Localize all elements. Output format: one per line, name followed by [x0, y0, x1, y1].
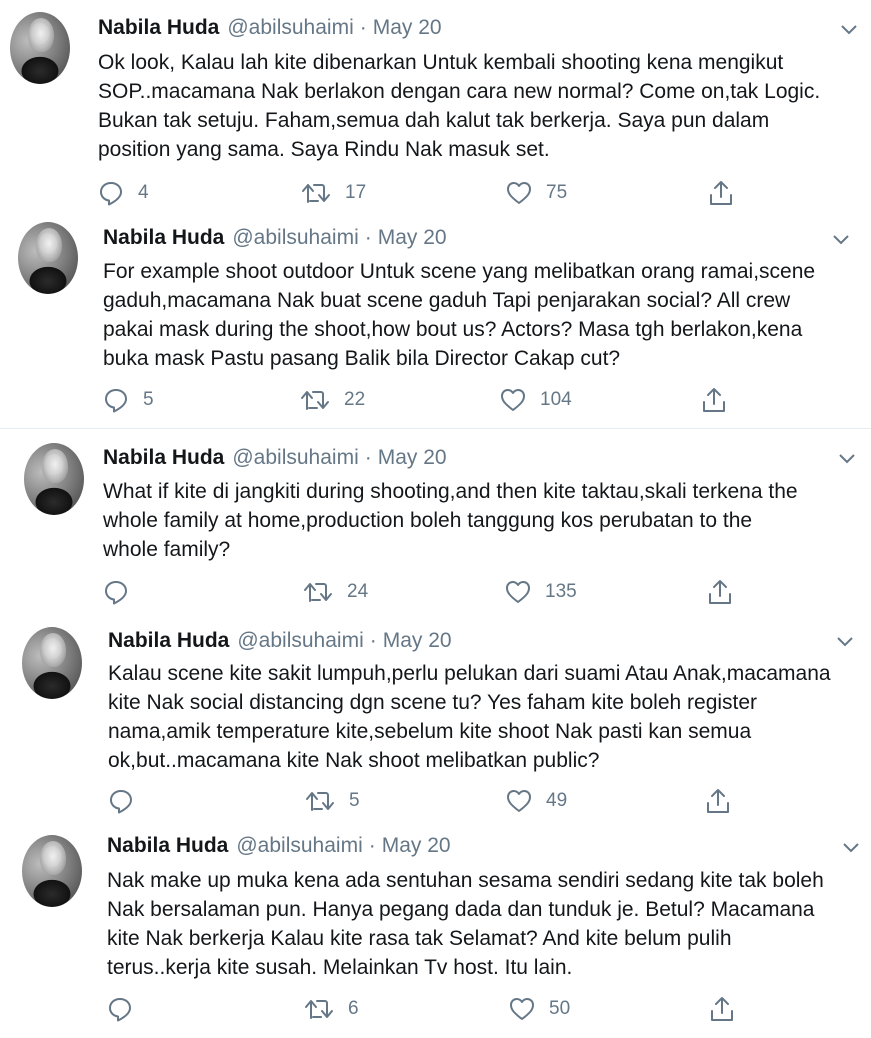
- separator: ·: [368, 834, 376, 857]
- share-icon: [709, 995, 735, 1023]
- retweet-count: 6: [348, 998, 359, 1019]
- like-count: 135: [545, 581, 577, 602]
- reply-icon: [98, 180, 124, 206]
- share-button[interactable]: [707, 577, 733, 607]
- chevron-down-icon[interactable]: [838, 453, 856, 465]
- reply-button[interactable]: [98, 178, 149, 208]
- retweet-count: 5: [349, 790, 360, 811]
- chevron-down-icon[interactable]: [840, 24, 858, 36]
- retweet-button[interactable]: [304, 994, 359, 1024]
- author-handle[interactable]: @abilsuhaimi: [236, 834, 363, 857]
- separator: ·: [364, 226, 372, 249]
- heart-icon: [500, 388, 526, 412]
- chevron-down-icon[interactable]: [842, 842, 860, 854]
- share-icon: [705, 787, 731, 815]
- retweet-icon: [305, 788, 335, 814]
- chevron-down-icon[interactable]: [836, 636, 854, 648]
- retweet-button[interactable]: [301, 178, 366, 208]
- tweet-date[interactable]: May 20: [377, 226, 447, 249]
- reply-button[interactable]: [108, 786, 148, 816]
- author-handle[interactable]: @abilsuhaimi: [232, 226, 359, 249]
- separator: ·: [359, 16, 367, 39]
- tweet-text: What if kite di jangkiti during shooting,and then kite taktau,skali terkena the whole family at home,production boleh tanggung kos perubatan to the whole family?: [103, 480, 798, 561]
- reply-count: 4: [138, 182, 149, 203]
- author-name[interactable]: Nabila Huda: [103, 226, 225, 249]
- separator: ·: [369, 629, 377, 652]
- author-handle[interactable]: @abilsuhaimi: [232, 446, 359, 469]
- share-icon: [701, 386, 727, 414]
- like-button[interactable]: [506, 786, 567, 816]
- like-count: 49: [546, 790, 568, 811]
- retweet-count: 24: [347, 581, 369, 602]
- avatar[interactable]: [22, 627, 82, 699]
- avatar[interactable]: [22, 835, 82, 907]
- tweet-date[interactable]: May 20: [372, 16, 442, 39]
- divider: [0, 428, 871, 429]
- chevron-down-icon[interactable]: [832, 234, 850, 246]
- retweet-icon: [303, 579, 333, 605]
- heart-icon: [505, 580, 531, 604]
- tweet-text: For example shoot outdoor Untuk scene yang melibatkan orang ramai,scene gaduh,macamana Nak buat scene gaduh Tapi penjarakan social? All crew pakai mask during the shoot,how bout us? Actors? Masa tgh berlakon,kena buka mask Pastu pasang Balik bila Director Cakap cut?: [103, 260, 816, 370]
- retweet-icon: [300, 387, 330, 413]
- like-count: 75: [546, 182, 568, 203]
- author-name[interactable]: Nabila Huda: [107, 834, 229, 857]
- like-button[interactable]: [509, 994, 570, 1024]
- heart-icon: [509, 997, 535, 1021]
- reply-button[interactable]: [103, 385, 154, 415]
- avatar[interactable]: [24, 443, 84, 515]
- author-handle[interactable]: @abilsuhaimi: [237, 629, 364, 652]
- retweet-button[interactable]: [303, 577, 368, 607]
- author-name[interactable]: Nabila Huda: [98, 16, 220, 39]
- heart-icon: [506, 789, 532, 813]
- retweet-count: 22: [344, 389, 366, 410]
- heart-icon: [506, 181, 532, 205]
- tweet-text: Kalau scene kite sakit lumpuh,perlu pelukan dari suami Atau Anak,macamana kite Nak social distancing dgn scene tu? Yes faham kite boleh register nama,amik temperature kite,sebelum kite shoot Nak pasti kan semua ok,but..macamana kite Nak shoot melibatkan public?: [108, 662, 831, 772]
- share-button[interactable]: [708, 178, 734, 208]
- like-button[interactable]: [506, 178, 567, 208]
- retweet-button[interactable]: [305, 786, 360, 816]
- share-button[interactable]: [705, 786, 731, 816]
- reply-icon: [108, 788, 134, 814]
- separator: ·: [364, 446, 372, 469]
- avatar[interactable]: [18, 222, 78, 294]
- like-button[interactable]: [505, 577, 577, 607]
- reply-count: 5: [143, 389, 154, 410]
- retweet-button[interactable]: [300, 385, 365, 415]
- retweet-icon: [301, 180, 331, 206]
- author-name[interactable]: Nabila Huda: [108, 629, 230, 652]
- share-button[interactable]: [701, 385, 727, 415]
- tweet-text: Ok look, Kalau lah kite dibenarkan Untuk kembali shooting kena mengikut SOP..macamana Nak berlakon dengan cara new normal? Come on,tak Logic. Bukan tak setuju. Faham,semua dah kalut tak berkerja. Saya pun dalam position yang sama. Saya Rindu Nak masuk set.: [98, 51, 821, 161]
- reply-button[interactable]: [107, 994, 147, 1024]
- share-icon: [708, 179, 734, 207]
- tweet-date[interactable]: May 20: [381, 834, 451, 857]
- author-name[interactable]: Nabila Huda: [103, 446, 225, 469]
- tweet-date[interactable]: May 20: [377, 446, 447, 469]
- like-button[interactable]: [500, 385, 572, 415]
- avatar[interactable]: [10, 12, 70, 84]
- retweet-count: 17: [345, 182, 367, 203]
- share-icon: [707, 578, 733, 606]
- like-count: 50: [549, 998, 571, 1019]
- share-button[interactable]: [709, 994, 735, 1024]
- retweet-icon: [304, 996, 334, 1022]
- tweet-text: Nak make up muka kena ada sentuhan sesama sendiri sedang kite tak boleh Nak bersalaman pun. Hanya pegang dada dan tunduk je. Betul? Macamana kite Nak berkerja Kalau kite rasa tak Selamat? And kite belum pulih terus..kerja kite susah. Melainkan Tv host. Itu lain.: [107, 869, 824, 979]
- tweet-date[interactable]: May 20: [382, 629, 452, 652]
- reply-icon: [107, 996, 133, 1022]
- reply-button[interactable]: [103, 577, 143, 607]
- reply-icon: [103, 579, 129, 605]
- author-handle[interactable]: @abilsuhaimi: [227, 16, 354, 39]
- reply-icon: [103, 387, 129, 413]
- like-count: 104: [540, 389, 572, 410]
